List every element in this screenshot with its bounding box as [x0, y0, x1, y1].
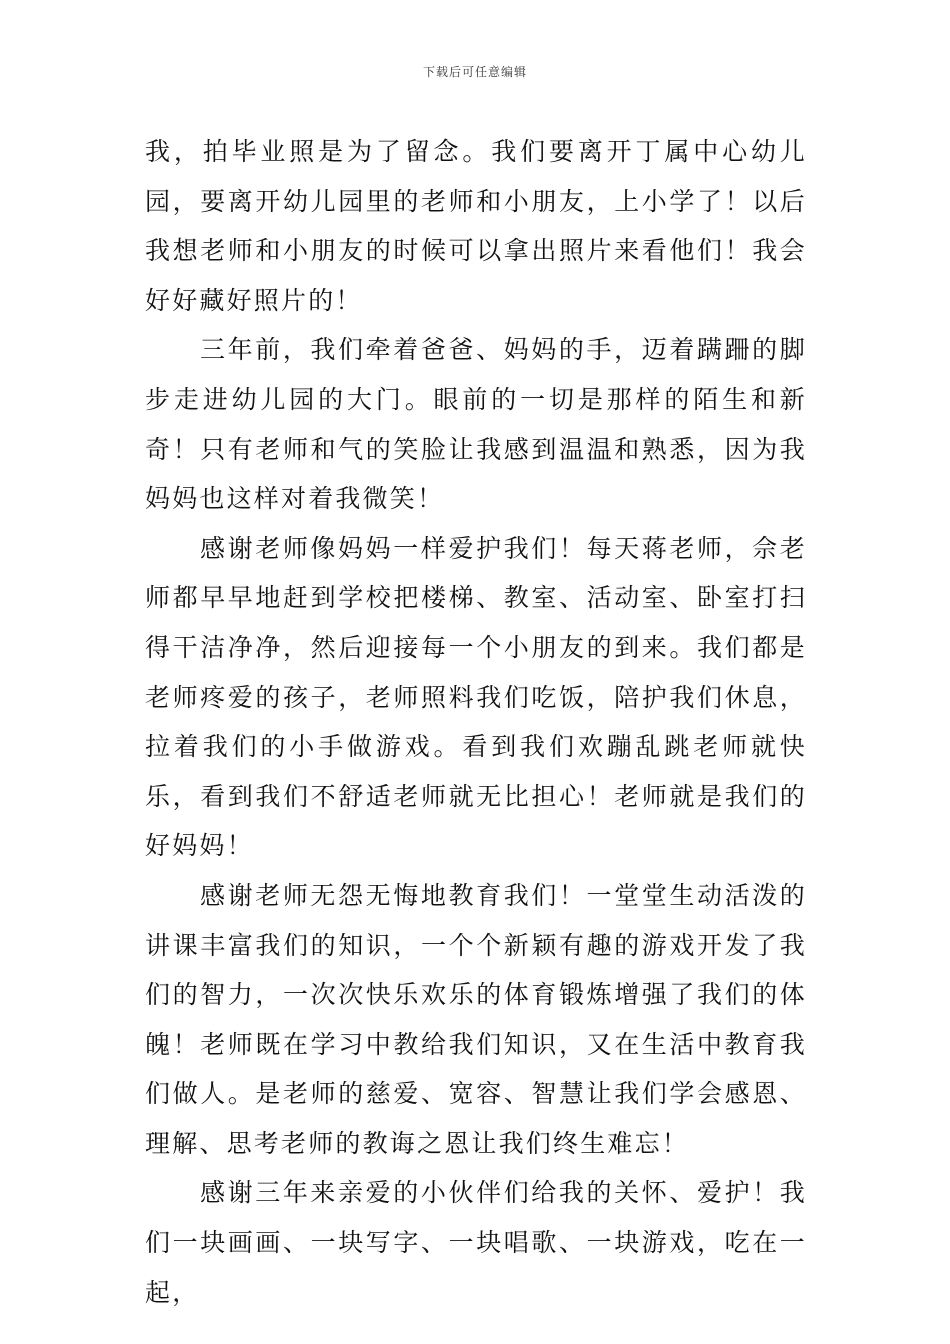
paragraph-thanks-friends: 感谢三年来亲爱的小伙伴们给我的关怀、爱护！我们一块画画、一块写字、一块唱歌、一块游戏，吃在一起， [145, 1178, 807, 1307]
paragraph-graduation-photo: 我，拍毕业照是为了留念。我们要离开丁属中心幼儿园，要离开幼儿园里的老师和小朋友，上小学了！以后我想老师和小朋友的时候可以拿出照片来看他们！我会好好藏好照片的！ [145, 137, 807, 315]
paragraph-thanks-teacher-education: 感谢老师无怨无悔地教育我们！一堂堂生动活泼的讲课丰富我们的知识，一个个新颖有趣的游戏开发了我们的智力，一次次快乐欢乐的体育锻炼增强了我们的体魄！老师既在学习中教给我们知识，又在生活中教育我们做人。是老师的慈爱、宽容、智慧让我们学会感恩、理解、思考老师的教诲之恩让我们终生难忘！ [145, 880, 807, 1158]
header-note: 下载后可任意编辑 [422, 65, 527, 79]
paragraph-thanks-teacher-care: 感谢老师像妈妈一样爱护我们！每天蒋老师，佘老师都早早地赶到学校把楼梯、教室、活动室、卧室打扫得干洁净净，然后迎接每一个小朋友的到来。我们都是老师疼爱的孩子，老师照料我们吃饭，陪护我们休息，拉着我们的小手做游戏。看到我们欢蹦乱跳老师就快乐，看到我们不舒适老师就无比担心！老师就是我们的好妈妈！ [145, 533, 807, 861]
document-body [145, 127, 807, 1317]
paragraph-three-years-ago: 三年前，我们牵着爸爸、妈妈的手，迈着蹒跚的脚步走进幼儿园的大门。眼前的一切是那样的陌生和新奇！只有老师和气的笑脸让我感到温温和熟悉，因为我妈妈也这样对着我微笑！ [145, 335, 807, 514]
